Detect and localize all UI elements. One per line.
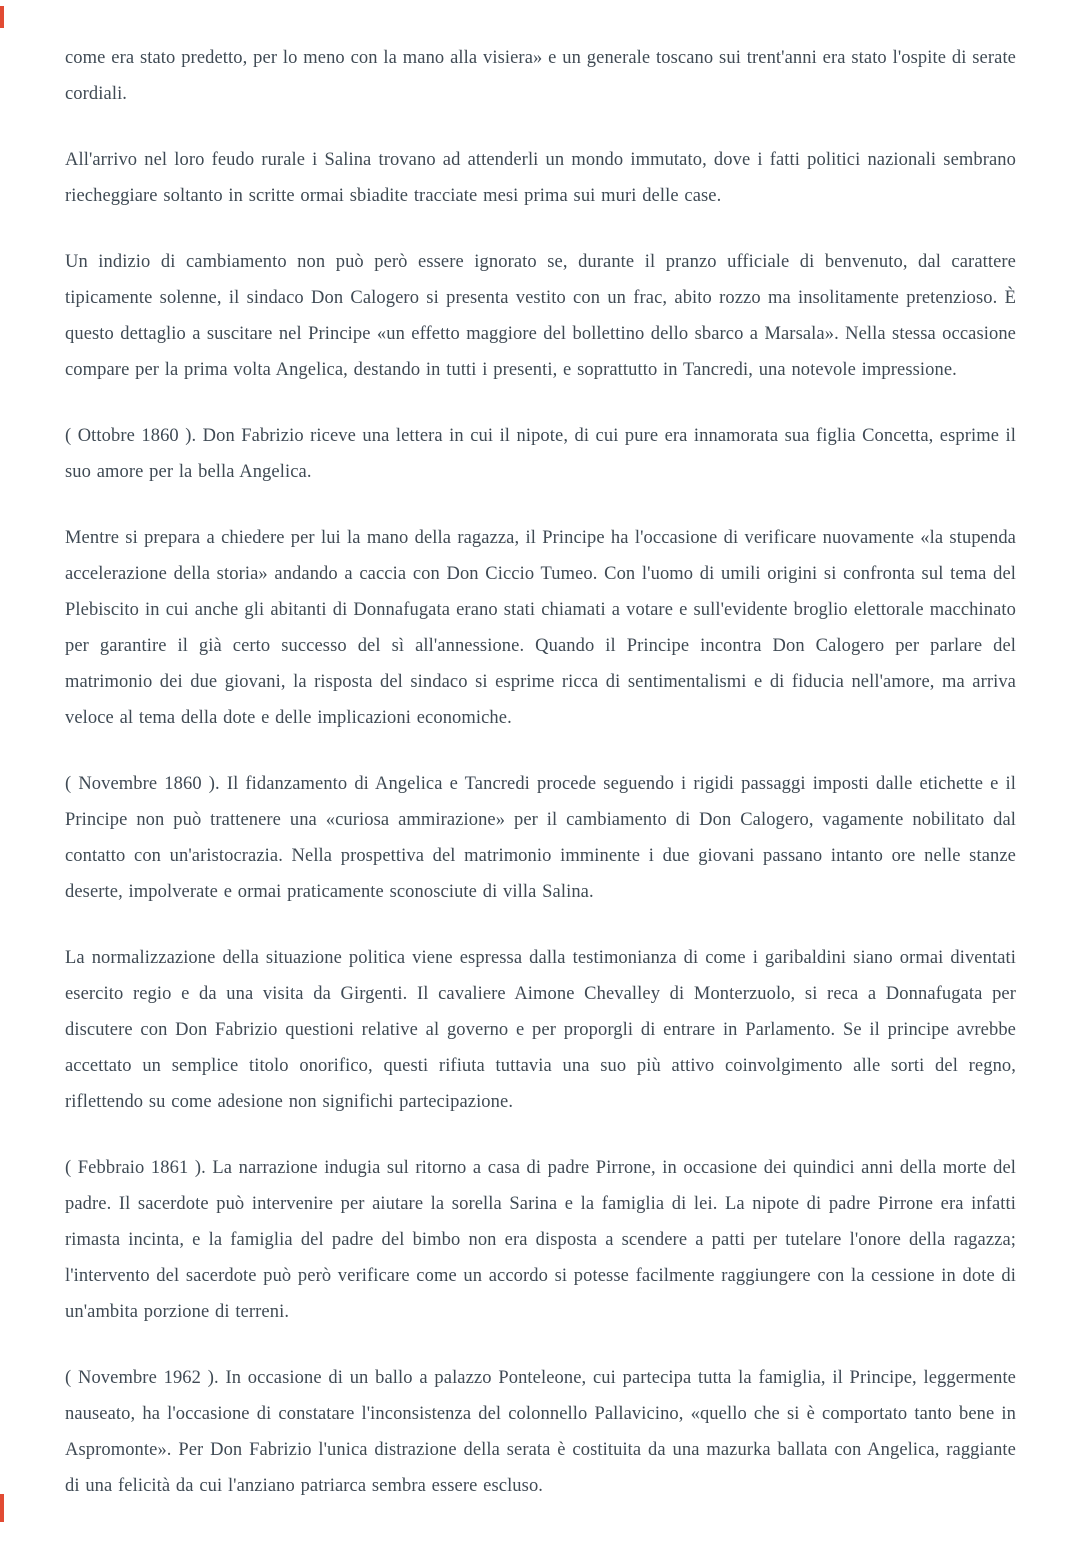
left-edge-marker-top bbox=[0, 6, 4, 28]
paragraph: Un indizio di cambiamento non può però essere ignorato se, durante il pranzo ufficiale di benvenuto, dal carattere tipicamente solenne, il sindaco Don Calogero si presenta vestito con un frac, abito rozzo ma insolitamente pretenzioso. È questo dettaglio a suscitare nel Principe «un effetto maggiore del bollettino dello sbarco a Marsala». Nella stessa occasione compare per la prima volta Angelica, destando in tutti i presenti, e soprattutto in Tancredi, una notevole impressione. bbox=[65, 252, 1016, 380]
paragraph: ( Novembre 1860 ). Il fidanzamento di Angelica e Tancredi procede seguendo i rigidi passaggi imposti dalle etichette e il Principe non può trattenere una «curiosa ammirazione» per il cambiamento di Don Calogero, vagamente nobilitato dal contatto con un'aristocrazia. Nella prospettiva del matrimonio imminente i due giovani passano intanto ore nelle stanze deserte, impolverate e ormai praticamente sconosciute di villa Salina. bbox=[65, 774, 1016, 902]
paragraph: ( Novembre 1962 ). In occasione di un ballo a palazzo Ponteleone, cui partecipa tutta la famiglia, il Principe, leggermente nauseato, ha l'occasione di constatare l'inconsistenza del colonnello Pallavicino, «quello che si è comportato tanto bene in Aspromonte». Per Don Fabrizio l'unica distrazione della serata è costituita da una mazurka ballata con Angelica, raggiante di una felicità da cui l'anziano patriarca sembra essere escluso. bbox=[65, 1368, 1016, 1496]
paragraph: All'arrivo nel loro feudo rurale i Salina trovano ad attenderli un mondo immutato, dove i fatti politici nazionali sembrano riecheggiare soltanto in scritte ormai sbiadite tracciate mesi prima sui muri delle case. bbox=[65, 150, 1016, 206]
paragraph: Mentre si prepara a chiedere per lui la mano della ragazza, il Principe ha l'occasione di verificare nuovamente «la stupenda accelerazione della storia» andando a caccia con Don Ciccio Tumeo. Con l'uomo di umili origini si confronta sul tema del Plebiscito in cui anche gli abitanti di Donnafugata erano stati chiamati a votare e sull'evidente broglio elettorale macchinato per garantire il già certo successo del sì all'annessione. Quando il Principe incontra Don Calogero per parlare del matrimonio dei due giovani, la risposta del sindaco si esprime ricca di sentimentalismi e di fiducia nell'amore, ma arriva veloce al tema della dote e delle implicazioni economiche. bbox=[65, 528, 1016, 728]
paragraph: ( Ottobre 1860 ). Don Fabrizio riceve una lettera in cui il nipote, di cui pure era innamorata sua figlia Concetta, esprime il suo amore per la bella Angelica. bbox=[65, 426, 1016, 482]
left-edge-marker-bottom bbox=[0, 1494, 4, 1522]
paragraph: come era stato predetto, per lo meno con la mano alla visiera» e un generale toscano sui trent'anni era stato l'ospite di serate cordiali. bbox=[65, 48, 1016, 104]
paragraph: ( Febbraio 1861 ). La narrazione indugia sul ritorno a casa di padre Pirrone, in occasione dei quindici anni della morte del padre. Il sacerdote può intervenire per aiutare la sorella Sarina e la famiglia di lei. La nipote di padre Pirrone era infatti rimasta incinta, e la famiglia del padre del bimbo non era disposta a scendere a patti per tutelare l'onore della ragazza; l'intervento del sacerdote può però verificare come un accordo si potesse facilmente raggiungere con la cessione in dote di un'ambita porzione di terreni. bbox=[65, 1158, 1016, 1322]
paragraph: La normalizzazione della situazione politica viene espressa dalla testimonianza di come i garibaldini siano ormai diventati esercito regio e da una visita da Girgenti. Il cavaliere Aimone Chevalley di Monterzuolo, si reca a Donnafugata per discutere con Don Fabrizio questioni relative al governo e per proporgli di entrare in Parlamento. Se il principe avrebbe accettato un semplice titolo onorifico, questi rifiuta tuttavia una suo più attivo coinvolgimento alle sorti del regno, riflettendo su come adesione non significhi partecipazione. bbox=[65, 948, 1016, 1112]
